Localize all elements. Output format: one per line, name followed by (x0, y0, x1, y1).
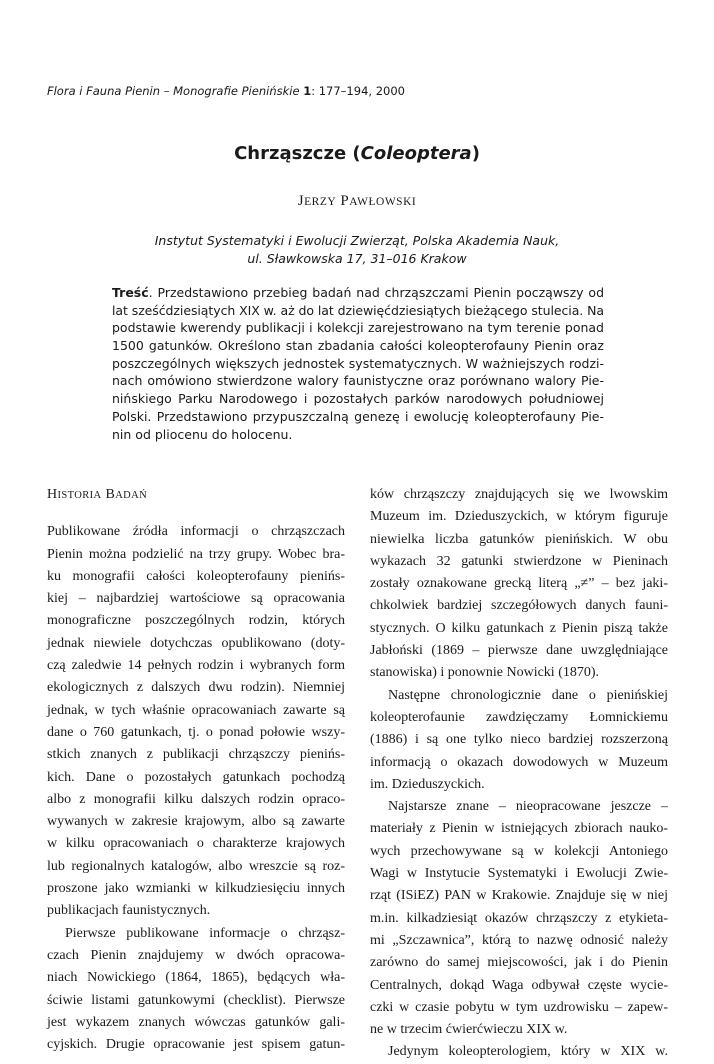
body-text-line: kich. Dane o pozostałych gatunkach pochodzą (47, 769, 345, 785)
body-text-line: im. Dzieduszyckich. (370, 776, 485, 792)
left-column-text (47, 521, 345, 1056)
body-text-line: Następne chronologicznie dane o pienińskiej (388, 687, 668, 703)
body-text-line: m.in. kilkadziesiąt okazów chrząszczy z etykieta- (370, 910, 668, 926)
affiliation (0, 232, 714, 268)
abstract-line: nińskiego Parku Narodowego i pozostałych parków narodowych południowej (112, 391, 604, 407)
body-text-line: monograficzne poszczególnych rodzin, których (47, 613, 345, 629)
body-text-line: proszone jako wzmianki w kilkudziesięciu innych (47, 881, 345, 897)
author-name: JERZY PAWŁOWSKI (297, 193, 417, 209)
body-text-line: ków chrząszczy znajdujących się we lwowskim (370, 487, 668, 502)
body-text-line: dane o 760 gatunkach, tj. o ponad połowie wszy- (47, 724, 345, 740)
body-text-line: rząt (ISiEZ) PAN w Krakowie. Znajduje się w niej (370, 888, 668, 904)
body-text-line: albo z monografii kilku dalszych rodzin opraco- (47, 791, 345, 807)
section-heading: HISTORIA BADAŃ (47, 487, 148, 502)
body-text-line: Jabłoński (1869 – pierwsze dane uwzględniające (370, 643, 668, 659)
body-text-line: Wagi w Instytucie Systematyki i Ewolucji Zwie- (370, 866, 668, 882)
body-text-line: czki w czasie pobytu w tym uzdrowisku – zapew- (370, 999, 668, 1015)
abstract-line: Polski. Przedstawiono przypuszczalną genezę i ewolucję koleopterofauny Pie- (112, 408, 604, 424)
body-text-line: Centralnych, dokąd Waga odbywał częste wycie- (370, 977, 668, 993)
body-text-line: wywanych w zakresie krajowym, albo są zawarte (47, 814, 345, 830)
body-text-line: chkolwiek bardziej szczegółowych danych fauni- (370, 598, 668, 614)
abstract-line: podstawie kwerendy publikacji i kolekcji zarejestrowano na tym terenie ponad (112, 320, 604, 336)
affiliation-line: ul. Sławkowska 17, 31–016 Krakow (247, 251, 467, 266)
volume-number: 1 (303, 84, 312, 98)
body-text-line: czach Pienin znajdujemy w dwóch opracowa- (47, 947, 345, 963)
body-text-line: informacją o okazach dowodowych w Muzeum (370, 754, 668, 770)
body-text-line: zostały oznakowane grecką literą „≠” – bez jaki- (370, 576, 668, 592)
body-text-line: ekologicznych z dalszych dwu rodzin). Niemniej (47, 680, 345, 696)
latin-name: Coleoptera (360, 143, 472, 164)
body-text-line: cyjskich. Drugie opracowanie jest spisem gatun- (47, 1037, 345, 1053)
body-text-line: mi „Szczawnica”, którą to nazwę odnosić należy (370, 932, 668, 948)
abstract-line: nach omówiono stwierdzone walory faunistyczne oraz porównano walory Pie- (112, 373, 604, 389)
body-text-line: materiały z Pienin w istniejących zbiorach nauko- (370, 821, 668, 837)
body-text-line: Jedynym koleopterologiem, który w XIX w. (388, 1044, 668, 1060)
body-text-line: kiej – najbardziej wartościowe są opracowania (47, 591, 345, 607)
body-text-line: czą zaledwie 14 pełnych rodzin i wybranych form (47, 658, 345, 674)
body-text-line: jednak niewiele dotychczas opublikowano (doty- (47, 635, 345, 651)
abstract-line: 1500 gatunków. Określono stan zbadania całości koleopterofauny Pienin oraz (112, 338, 604, 354)
body-text-line: Pienin można podzielić na trzy grupy. Wobec bra- (47, 546, 345, 562)
abstract-line: Treść. Przedstawiono przebieg badań nad chrząszczami Pienin począwszy od (112, 285, 604, 300)
abstract-label: Treść (112, 285, 149, 300)
body-text-line: koleopterofaunie zawdzięczamy Łomnickiemu (370, 709, 668, 725)
body-text-line: wykazach 32 gatunki stwierdzone w Pieninach (370, 553, 668, 569)
body-text-line: lub regionalnych katalogów, albo wreszcie są roz- (47, 858, 345, 874)
body-text-line: ne w trzecim ćwierćwieczu XIX w. (370, 1022, 568, 1038)
body-text-line: Najstarsze znane – nieopracowane jeszcze – (388, 799, 668, 815)
body-text-line: jednak, w tych właśnie opracowaniach zawarte są (47, 702, 345, 718)
left-column (47, 484, 345, 1056)
body-text-line: Publikowane źródła informacji o chrząszczach (47, 524, 345, 540)
body-text-line: niewielka liczba gatunków pienińskich. W obu (370, 531, 668, 547)
affiliation-line: Instytut Systematyki i Ewolucji Zwierząt, Polska Akademia Nauk, (154, 233, 560, 248)
body-text-line: niach Nowickiego (1864, 1865), będących wła- (47, 970, 345, 986)
body-text-line: wych przechowywane są w kolekcji Antoniego (370, 843, 668, 859)
paper-title: Chrząszcze (Coleoptera) (234, 143, 480, 164)
body-text-line: jest wykazem znanych wówczas gatunków gali- (47, 1014, 345, 1030)
body-text-line: stanowiska) i ponownie Nowicki (1870). (370, 665, 600, 681)
body-text-line: ku monografii całości koleopterofauny pienińs- (47, 568, 345, 584)
running-header (47, 84, 667, 98)
abstract-line: poszczególnych większych jednostek systematycznych. W ważniejszych rodzi- (112, 355, 604, 371)
right-column (370, 484, 668, 1064)
body-text-line: stycznych. O kilku gatunkach z Pienin piszą także (370, 620, 668, 636)
journal-name: Flora i Fauna Pienin – Monografie Pienińskie (47, 84, 300, 98)
body-text-line: Muzeum im. Dzieduszyckich, w którym figuruje (370, 509, 668, 525)
abstract-line: nin od pliocenu do holocenu. (112, 426, 293, 442)
section-gap (47, 506, 345, 521)
body-text-line: (1886) i są one tylko nieco bardziej rozszerzoną (370, 732, 668, 748)
body-text-line: Pierwsze publikowane informacje o chrząsz- (65, 925, 345, 941)
body-text-line: zarówno do samej miejscowości, jak i do Pienin (370, 955, 668, 971)
abstract-line: lat sześćdziesiątych XIX w. aż do lat dziewięćdziesiątych bieżącego stulecia. Na (112, 302, 604, 318)
body-text-line: publikacjach faunistycznych. (47, 903, 211, 919)
body-text-line: ściwie listami gatunkowymi (checklist). Pierwsze (47, 992, 345, 1008)
right-column-text (370, 484, 668, 1064)
body-text-line: w kilku opracowaniach o charakterze krajowych (47, 836, 345, 852)
body-text-line: stkich znanych z publikacji chrząszczy pienińs- (47, 747, 345, 763)
page-range: : 177–194, 2000 (311, 84, 405, 98)
abstract (112, 284, 604, 443)
